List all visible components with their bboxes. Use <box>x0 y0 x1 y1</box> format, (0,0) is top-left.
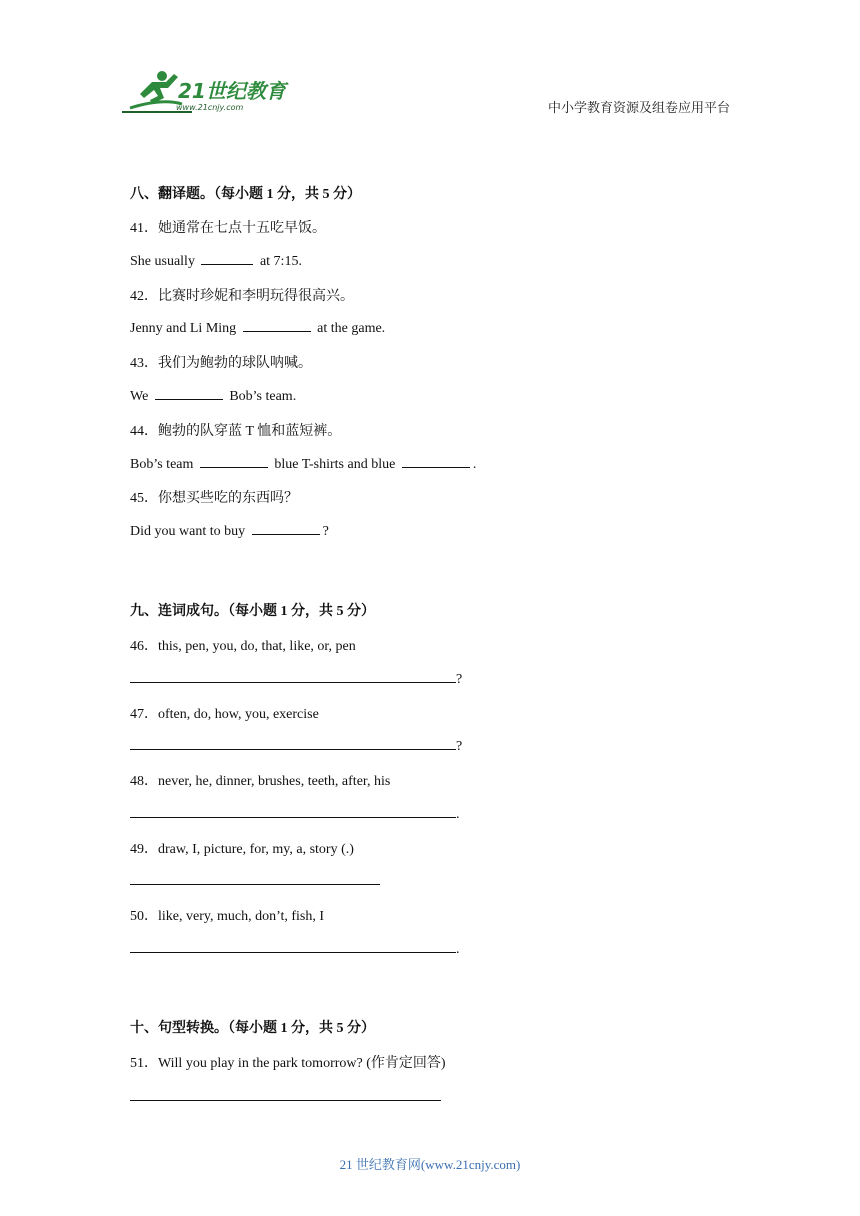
question-46: 46．this, pen, you, do, that, like, or, pen <box>130 639 356 654</box>
answer-42-prefix: Jenny and Li Ming <box>130 321 237 336</box>
answer-44-prefix: Bob’s team <box>130 457 194 472</box>
logo-url: www.21cnjy.com <box>176 103 244 112</box>
page-footer: 21 世纪教育网(www.21cnjy.com) <box>339 1157 521 1172</box>
answer-42 <box>130 319 385 337</box>
answer-46-line[interactable] <box>130 668 462 688</box>
section-10-title: 十、句型转换。（每小题 1 分，共 5 分） <box>130 1021 375 1036</box>
question-50: 50．like, very, much, don’t, fish, I <box>130 909 325 924</box>
answer-51-rule[interactable] <box>130 1086 441 1101</box>
answer-42-suffix: at the game. <box>317 321 386 336</box>
answer-44-middle: blue T-shirts and blue <box>274 457 396 472</box>
question-45: 45．你想买些吃的东西吗？ <box>130 491 298 506</box>
answer-41-suffix: at 7:15. <box>259 254 302 269</box>
answer-47-line[interactable] <box>130 735 462 755</box>
answer-48-line[interactable] <box>130 803 460 823</box>
answer-50-end: . <box>456 942 460 957</box>
answer-44-blank-1[interactable] <box>200 455 268 468</box>
question-48: 48．never, he, dinner, brushes, teeth, after, his <box>130 774 391 789</box>
answer-50-line[interactable] <box>130 938 460 958</box>
answer-43-blank[interactable] <box>155 387 223 400</box>
answer-44-blank-2[interactable] <box>402 455 470 468</box>
question-49: 49．draw, I, picture, for, my, a, story (.) <box>130 842 354 857</box>
answer-45-blank[interactable] <box>252 522 320 535</box>
section-9-title: 九、连词成句。（每小题 1 分，共 5 分） <box>130 604 375 619</box>
question-51: 51．Will you play in the park tomorrow? (作肯定回答) <box>130 1056 446 1071</box>
answer-51-line[interactable] <box>130 1086 441 1106</box>
question-44: 44．鲍勃的队穿蓝 T 恤和蓝短裤。 <box>130 424 342 439</box>
answer-42-blank[interactable] <box>243 319 311 332</box>
answer-46-end: ? <box>456 672 463 687</box>
answer-41 <box>130 252 302 270</box>
runner-logo-icon <box>122 68 297 116</box>
answer-41-blank[interactable] <box>201 252 253 265</box>
answer-47-end: ? <box>456 739 463 754</box>
answer-43-suffix: Bob’s team. <box>229 389 297 404</box>
answer-47-rule[interactable] <box>130 735 456 750</box>
answer-41-prefix: She usually <box>130 254 195 269</box>
answer-43-prefix: We <box>130 389 149 404</box>
answer-50-rule[interactable] <box>130 938 456 953</box>
answer-49-line[interactable] <box>130 870 380 890</box>
answer-44 <box>130 455 476 473</box>
answer-45-suffix: ? <box>322 524 329 539</box>
logo-text: 21世纪教育 <box>178 79 286 103</box>
header-platform-text: 中小学教育资源及组卷应用平台 <box>547 100 730 115</box>
answer-45-prefix: Did you want to buy <box>130 524 246 539</box>
section-8-title: 八、翻译题。（每小题 1 分，共 5 分） <box>130 187 361 202</box>
question-43: 43．我们为鲍勃的球队呐喊。 <box>130 356 312 371</box>
site-logo <box>122 68 297 116</box>
answer-45 <box>130 522 329 540</box>
question-47: 47．often, do, how, you, exercise <box>130 707 319 722</box>
answer-49-rule[interactable] <box>130 870 380 885</box>
answer-43 <box>130 387 296 405</box>
question-41: 41．她通常在七点十五吃早饭。 <box>130 221 326 236</box>
answer-48-end: . <box>456 807 460 822</box>
answer-44-suffix: . <box>472 457 477 472</box>
answer-46-rule[interactable] <box>130 668 456 683</box>
answer-48-rule[interactable] <box>130 803 456 818</box>
question-42: 42．比赛时珍妮和李明玩得很高兴。 <box>130 289 354 304</box>
